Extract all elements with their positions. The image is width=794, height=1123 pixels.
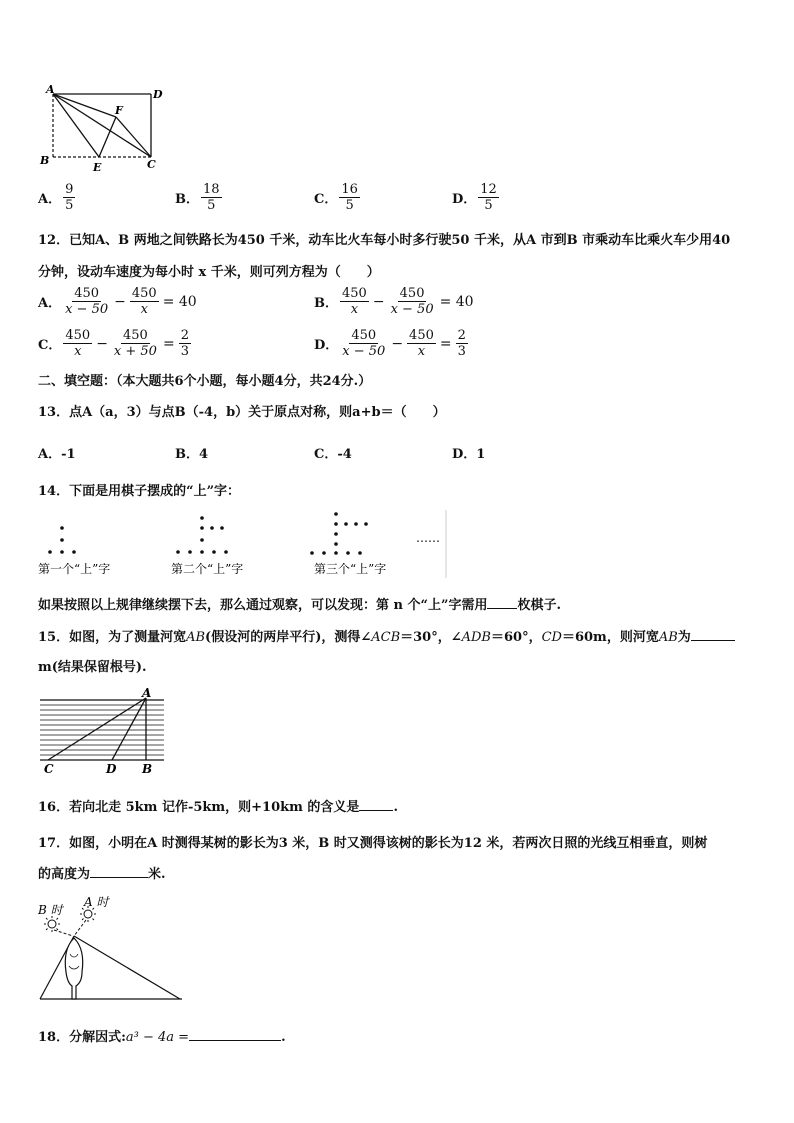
q13-option-a[interactable]: A．-1 bbox=[38, 447, 76, 462]
label-A: A bbox=[142, 686, 152, 700]
q14-answer-blank[interactable] bbox=[487, 596, 517, 609]
q12-option-a[interactable]: A． $\frac{450}{x - 50}$ − $\frac{450}{x}$ = 40 bbox=[38, 286, 197, 317]
fraction: $\frac{9}{5}$ bbox=[65, 182, 74, 213]
sun-icon bbox=[44, 916, 60, 932]
label-C: C bbox=[147, 158, 156, 171]
fraction: $\frac{450}{x}$ bbox=[131, 286, 157, 317]
label-b-time: B 时 bbox=[38, 903, 63, 917]
q12-option-b[interactable]: B． $\frac{450}{x}$ − $\frac{450}{x - 50}$ = 40 bbox=[314, 286, 474, 317]
fraction: $\frac{18}{5}$ bbox=[203, 182, 220, 213]
label-a-time: A 时 bbox=[84, 895, 109, 909]
fraction: $\frac{450}{x}$ bbox=[65, 328, 91, 359]
q13-option-c[interactable]: C．-4 bbox=[314, 447, 352, 462]
caption-2: 第二个“上”字 bbox=[171, 562, 244, 576]
label-D: D bbox=[106, 762, 117, 776]
q18-answer-blank[interactable] bbox=[189, 1028, 281, 1041]
q14-figure bbox=[36, 508, 448, 580]
label-F: F bbox=[115, 104, 123, 117]
label-D: D bbox=[153, 88, 163, 101]
caption-3: 第三个“上”字 bbox=[314, 562, 387, 576]
section-heading: 二、填空题：（本大题共6个小题，每小题4分，共24分.） bbox=[38, 374, 372, 389]
caption-1: 第一个“上”字 bbox=[38, 562, 111, 576]
q12-stem-line2: 分钟，设动车速度为每小时 x 千米，则可列方程为（ ） bbox=[38, 265, 380, 280]
q11-option-a[interactable]: A． $\frac{9}{5}$ bbox=[38, 182, 74, 213]
tree-icon bbox=[65, 938, 82, 999]
fraction: $\frac{450}{x - 50}$ bbox=[65, 286, 109, 317]
q12-option-d[interactable]: D． $\frac{450}{x - 50}$ − $\frac{450}{x}$ = $\frac{2}{3}$ bbox=[314, 328, 466, 359]
q14-stem: 14．下面是用棋子摆成的“上”字： bbox=[38, 484, 241, 499]
q13-option-b[interactable]: B．4 bbox=[175, 447, 209, 462]
fraction: $\frac{450}{x - 50}$ bbox=[342, 328, 386, 359]
q13-stem: 13．点A（a，3）与点B（-4，b）关于原点对称，则a+b＝（ ） bbox=[38, 405, 446, 420]
q13-option-d[interactable]: D．1 bbox=[452, 447, 486, 462]
fraction: $\frac{12}{5}$ bbox=[480, 182, 497, 213]
label-A: A bbox=[46, 84, 55, 96]
q18-stem: 18．分解因式:a³ − 4a = . bbox=[38, 1030, 286, 1045]
q11-option-d[interactable]: D． $\frac{12}{5}$ bbox=[452, 182, 497, 213]
fraction: $\frac{450}{x - 50}$ bbox=[390, 286, 434, 317]
fraction: $\frac{450}{x}$ bbox=[342, 286, 367, 317]
fraction: $\frac{16}{5}$ bbox=[341, 182, 358, 213]
ellipsis: …… bbox=[416, 531, 440, 545]
label-B: B bbox=[40, 154, 50, 167]
label-E: E bbox=[93, 161, 102, 174]
q15-answer-blank[interactable] bbox=[691, 628, 735, 641]
q11-option-b[interactable]: B． $\frac{18}{5}$ bbox=[175, 182, 220, 213]
label-B: B bbox=[142, 762, 153, 776]
q17-stem-line2: 的高度为 米. bbox=[38, 867, 166, 882]
q15-stem-line1: 15．如图，为了测量河宽AB(假设河的两岸平行)，测得∠ACB＝30°，∠ADB＝60°，CD＝60m，则河宽AB为 bbox=[38, 626, 735, 645]
q17-stem-line1: 17．如图，小明在A 时测得某树的影长为3 米，B 时又测得该树的影长为12 米，若两次日照的光线互相垂直，则树 bbox=[38, 836, 708, 851]
q14-answer-line: 如果按照以上规律继续摆下去，那么通过观察，可以发现：第 n 个“上”字需用 枚棋子. bbox=[38, 598, 561, 613]
q15-stem-line2: m(结果保留根号). bbox=[38, 660, 147, 675]
fraction: $\frac{2}{3}$ bbox=[457, 328, 466, 359]
q15-figure bbox=[36, 686, 166, 776]
q17-figure bbox=[36, 892, 186, 1004]
q17-answer-blank[interactable] bbox=[90, 865, 148, 878]
q12-stem-line1: 12．已知A、B 两地之间铁路长为450 千米，动车比火车每小时多行驶50 千米，从A 市到B 市乘动车比乘火车少用40 bbox=[38, 233, 731, 248]
q12-option-c[interactable]: C． $\frac{450}{x}$ − $\frac{450}{x + 50}$ = $\frac{2}{3}$ bbox=[38, 328, 189, 359]
label-C: C bbox=[44, 762, 54, 776]
q11-figure bbox=[36, 84, 166, 174]
fraction: $\frac{2}{3}$ bbox=[180, 328, 189, 359]
q11-option-c[interactable]: C． $\frac{16}{5}$ bbox=[314, 182, 358, 213]
q16-answer-blank[interactable] bbox=[359, 798, 393, 811]
q16-stem: 16．若向北走 5km 记作-5km，则+10km 的含义是 . bbox=[38, 800, 398, 815]
fraction: $\frac{450}{x + 50}$ bbox=[113, 328, 157, 359]
fraction: $\frac{450}{x}$ bbox=[409, 328, 434, 359]
